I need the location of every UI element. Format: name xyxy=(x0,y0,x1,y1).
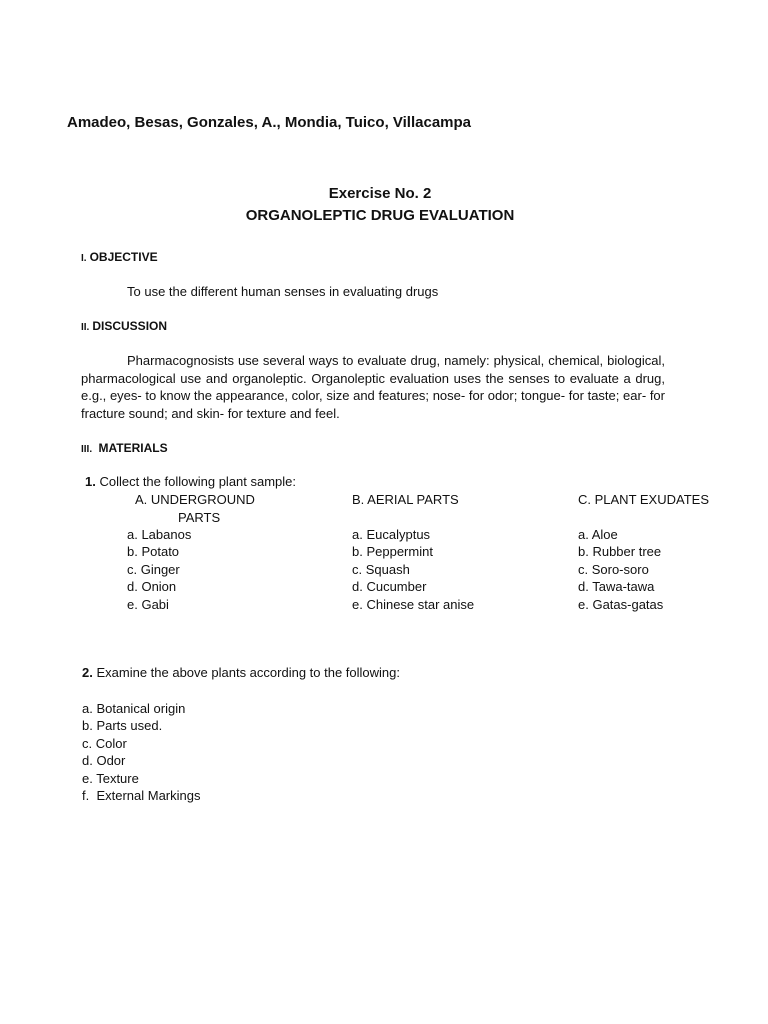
materials-heading-text: MATERIALS xyxy=(98,441,168,455)
title-block xyxy=(0,183,760,227)
column-a-list xyxy=(127,526,191,613)
materials-heading xyxy=(81,441,168,455)
step-1-text: Collect the following plant sample: xyxy=(99,474,297,489)
list-item: b. Parts used. xyxy=(82,718,163,734)
column-a-heading: A. UNDERGROUND xyxy=(135,492,255,507)
list-item: e. Gabi xyxy=(127,596,169,612)
list-item: b. Peppermint xyxy=(352,544,433,560)
column-a-heading-cont: PARTS xyxy=(178,510,221,525)
criteria-list xyxy=(82,700,201,804)
list-item: a. Aloe xyxy=(578,527,618,542)
objective-number: I. xyxy=(81,253,87,264)
discussion-number: II. xyxy=(81,322,90,333)
list-item: a. Labanos xyxy=(127,527,192,542)
discussion-heading xyxy=(81,319,167,333)
list-item: b. Potato xyxy=(127,544,180,560)
discussion-heading-text: DISCUSSION xyxy=(92,319,168,333)
list-item: a. Botanical origin xyxy=(82,701,186,716)
step-1-number: 1. xyxy=(85,474,96,489)
step-1 xyxy=(85,474,296,489)
step-2-number: 2. xyxy=(82,665,93,680)
column-b-heading: B. AERIAL PARTS xyxy=(352,492,459,507)
list-item: e. Gatas-gatas xyxy=(578,596,664,612)
authors: Amadeo, Besas, Gonzales, A., Mondia, Tuico, Villacampa xyxy=(67,114,472,131)
objective-text: To use the different human senses in evaluating drugs xyxy=(127,284,439,299)
list-item: e. Chinese star anise xyxy=(352,596,475,612)
discussion-text: Pharmacognosists use several ways to evaluate drug, namely: physical, chemical, biological, pharmacological use and organoleptic. Organoleptic evaluation uses the senses to evaluate a drug, e.g., eyes- to know the appearance, color, size and features; nose- for odor; tongue- for taste; ear- for fracture sound; and skin- for texture and feel. xyxy=(81,353,665,421)
list-item: c. Squash xyxy=(352,561,410,577)
exercise-title: ORGANOLEPTIC DRUG EVALUATION xyxy=(245,207,515,224)
column-c-heading: C. PLANT EXUDATES xyxy=(578,492,709,507)
exercise-number: Exercise No. 2 xyxy=(328,185,432,202)
step-2-text: Examine the above plants according to the following: xyxy=(96,665,400,680)
objective-heading xyxy=(81,250,158,264)
list-item: b. Rubber tree xyxy=(578,544,662,560)
list-item: c. Soro-soro xyxy=(578,561,649,577)
objective-heading-text: OBJECTIVE xyxy=(89,250,158,264)
list-item: d. Tawa-tawa xyxy=(578,579,655,595)
list-item: d. Odor xyxy=(82,753,126,769)
list-item: c. Ginger xyxy=(127,561,180,577)
column-b-list xyxy=(352,526,474,613)
column-c-list xyxy=(578,526,663,613)
list-item: c. Color xyxy=(82,735,127,751)
list-item: a. Eucalyptus xyxy=(352,527,431,542)
list-item: d. Cucumber xyxy=(352,579,427,595)
step-2 xyxy=(82,665,400,680)
list-item: f. External Markings xyxy=(82,788,201,804)
list-item: e. Texture xyxy=(82,770,139,786)
materials-number: III. xyxy=(81,444,93,455)
list-item: d. Onion xyxy=(127,579,177,595)
